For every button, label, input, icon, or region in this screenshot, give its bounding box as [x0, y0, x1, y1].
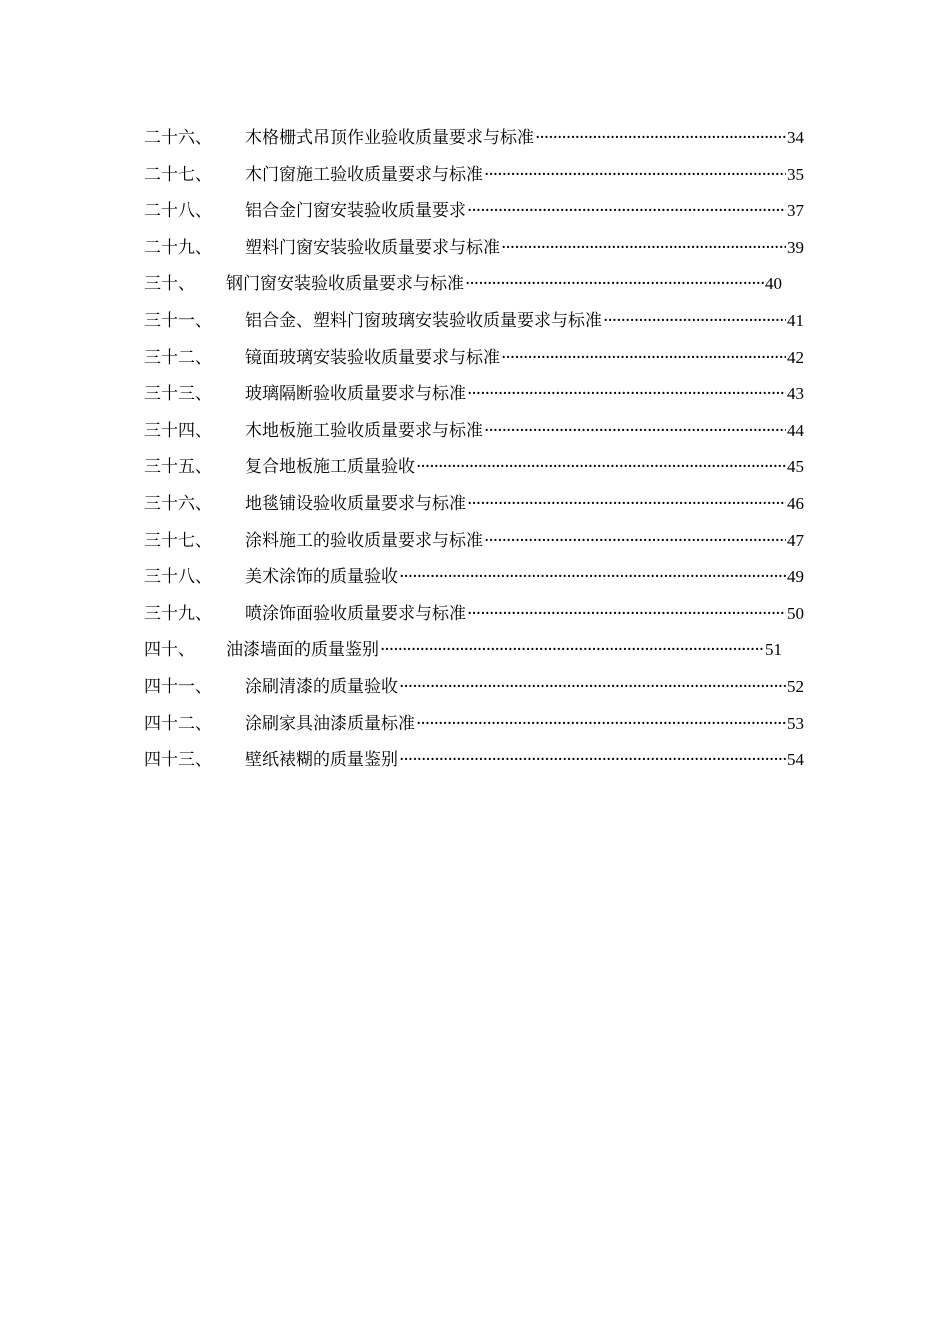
toc-dot-leader [399, 559, 786, 596]
toc-entry-number: 三十一、 [144, 310, 212, 331]
toc-entry-page: 44 [787, 420, 804, 440]
toc-entry-title: 塑料门窗安装验收质量要求与标准 [245, 237, 500, 258]
toc-entry-number: 三十九、 [144, 603, 212, 624]
toc-dot-leader [603, 303, 786, 340]
toc-entry-title: 美术涂饰的质量验收 [245, 567, 398, 588]
toc-entry[interactable] [144, 449, 804, 486]
toc-entry-page: 39 [787, 237, 804, 257]
toc-dot-leader [467, 193, 786, 230]
toc-entry[interactable] [144, 486, 804, 523]
toc-entry-page: 49 [787, 567, 804, 587]
toc-entry-page: 34 [787, 128, 804, 147]
toc-entry-page: 52 [787, 676, 804, 696]
toc-entry-page: 50 [787, 603, 804, 623]
toc-entry-title: 铝合金、塑料门窗玻璃安装验收质量要求与标准 [245, 310, 602, 331]
toc-entry-page: 46 [787, 493, 804, 513]
toc-entry-page: 35 [787, 164, 804, 184]
toc-entry[interactable] [144, 340, 804, 377]
toc-entry-page: 54 [787, 750, 804, 770]
toc-dot-leader [535, 120, 786, 157]
toc-entry-page: 47 [787, 530, 804, 550]
toc-entry-page: 43 [787, 384, 804, 404]
toc-entry-page: 42 [787, 347, 804, 367]
toc-entry-title: 油漆墙面的质量鉴别 [226, 640, 379, 661]
toc-entry-title: 地毯铺设验收质量要求与标准 [245, 493, 466, 514]
toc-entry-title: 镜面玻璃安装验收质量要求与标准 [245, 347, 500, 368]
toc-entry[interactable] [144, 413, 804, 450]
toc-entry-title: 喷涂饰面验收质量要求与标准 [245, 603, 466, 624]
toc-entry-title: 木格栅式吊顶作业验收质量要求与标准 [245, 128, 534, 148]
toc-entry[interactable] [144, 230, 804, 267]
toc-entry-number: 二十九、 [144, 237, 212, 258]
toc-entry-title: 木门窗施工验收质量要求与标准 [245, 164, 483, 185]
toc-entry-title: 钢门窗安装验收质量要求与标准 [226, 274, 464, 295]
toc-dot-leader [467, 596, 786, 633]
toc-entry-title: 木地板施工验收质量要求与标准 [245, 420, 483, 441]
toc-entry[interactable] [144, 706, 804, 743]
toc-entry[interactable] [144, 596, 804, 633]
toc-entry[interactable] [144, 559, 804, 596]
toc-entry-number: 三十三、 [144, 384, 212, 405]
toc-dot-leader [484, 413, 786, 450]
toc-entry-title: 涂刷清漆的质量验收 [245, 676, 398, 697]
toc-dot-leader [465, 266, 764, 303]
toc-entry-number: 三十八、 [144, 567, 212, 588]
toc-dot-leader [501, 340, 786, 377]
toc-dot-leader [380, 632, 764, 669]
toc-entry-number: 四十一、 [144, 676, 212, 697]
toc-entry-title: 铝合金门窗安装验收质量要求 [245, 201, 466, 222]
toc-entry-number: 三十二、 [144, 347, 212, 368]
toc-entry-number: 四十三、 [144, 750, 212, 771]
toc-entry-number: 四十、 [144, 640, 195, 661]
toc-entry[interactable] [144, 303, 804, 340]
toc-entry[interactable] [144, 669, 804, 706]
toc-entry[interactable] [144, 120, 804, 157]
toc-entry[interactable] [144, 632, 782, 669]
toc-entry-number: 二十七、 [144, 164, 212, 185]
toc-dot-leader [416, 449, 786, 486]
toc-entry-number: 四十二、 [144, 713, 212, 734]
toc-entry-page: 37 [787, 201, 804, 221]
toc-entry-number: 三十、 [144, 274, 195, 295]
toc-entry-page: 41 [787, 310, 804, 330]
toc-dot-leader [501, 230, 786, 267]
toc-entry[interactable] [144, 742, 804, 779]
table-of-contents [144, 120, 804, 779]
toc-entry-page: 45 [787, 457, 804, 477]
toc-dot-leader [467, 376, 786, 413]
toc-entry-number: 三十六、 [144, 493, 212, 514]
toc-entry-page: 40 [765, 274, 782, 294]
toc-dot-leader [399, 742, 786, 779]
toc-entry[interactable] [144, 523, 804, 560]
toc-entry-page: 53 [787, 713, 804, 733]
toc-entry-title: 玻璃隔断验收质量要求与标准 [245, 384, 466, 405]
toc-entry[interactable] [144, 157, 804, 194]
toc-entry-page: 51 [765, 640, 782, 660]
toc-entry-number: 三十五、 [144, 457, 212, 478]
toc-entry-title: 涂刷家具油漆质量标准 [245, 713, 415, 734]
toc-entry[interactable] [144, 266, 782, 303]
toc-dot-leader [467, 486, 786, 523]
toc-dot-leader [484, 523, 786, 560]
toc-entry-number: 三十七、 [144, 530, 212, 551]
toc-dot-leader [416, 706, 786, 743]
toc-entry-title: 复合地板施工质量验收 [245, 457, 415, 478]
toc-entry[interactable] [144, 376, 804, 413]
toc-entry-number: 二十六、 [144, 128, 212, 148]
toc-entry[interactable] [144, 193, 804, 230]
toc-entry-number: 二十八、 [144, 201, 212, 222]
toc-entry-title: 涂料施工的验收质量要求与标准 [245, 530, 483, 551]
toc-entry-number: 三十四、 [144, 420, 212, 441]
toc-dot-leader [399, 669, 786, 706]
toc-dot-leader [484, 157, 786, 194]
toc-entry-title: 壁纸裱糊的质量鉴别 [245, 750, 398, 771]
